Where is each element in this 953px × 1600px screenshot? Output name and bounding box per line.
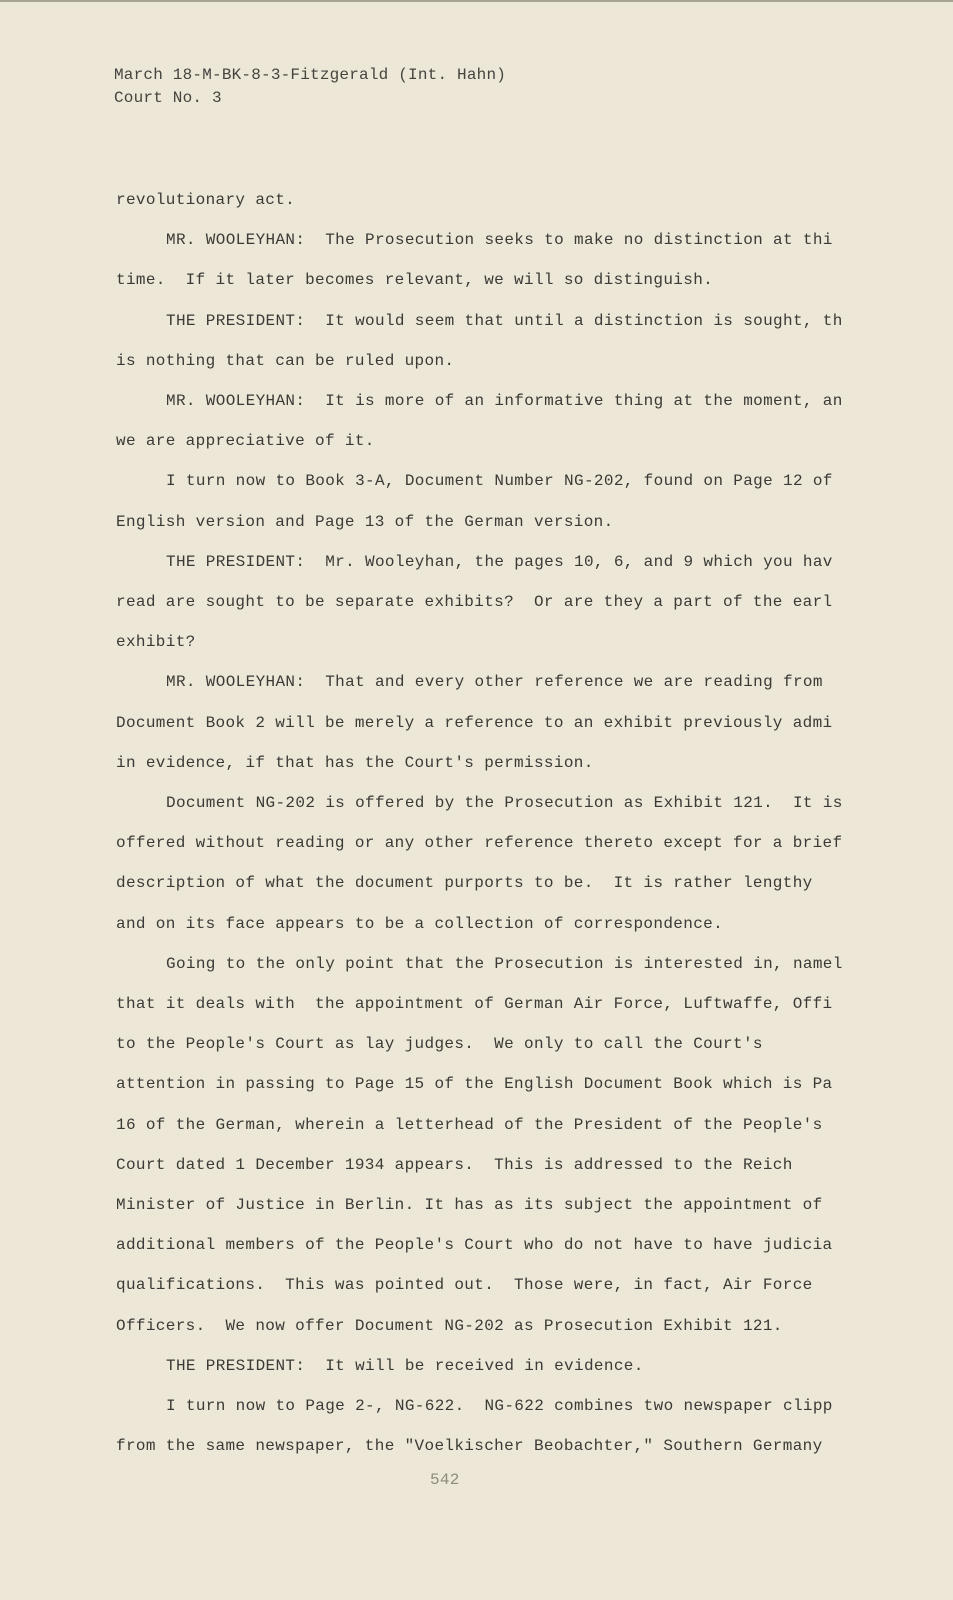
transcript-line: THE PRESIDENT: It will be received in evidence. xyxy=(166,1356,644,1375)
transcript-line: MR. WOOLEYHAN: It is more of an informative thing at the moment, an xyxy=(166,392,843,410)
transcript-line: I turn now to Page 2-, NG-622. NG-622 combines two newspaper clipp xyxy=(166,1397,833,1415)
transcript-line: offered without reading or any other reference thereto except for a brief xyxy=(116,834,843,853)
transcript-line: THE PRESIDENT: Mr. Wooleyhan, the pages 10, 6, and 9 which you hav xyxy=(166,552,833,571)
transcript-line: Court dated 1 December 1934 appears. This is addressed to the Reich xyxy=(116,1155,793,1174)
transcript-line: exhibit? xyxy=(116,633,196,652)
transcript-line: qualifications. This was pointed out. Those were, in fact, Air Force xyxy=(116,1276,813,1295)
transcript-line: MR. WOOLEYHAN: That and every other reference we are reading from xyxy=(166,673,823,692)
transcript-line: that it deals with the appointment of German Air Force, Luftwaffe, Offi xyxy=(116,995,833,1013)
transcript-line: additional members of the People's Court who do not have to have judicia xyxy=(116,1236,833,1255)
transcript-line: to the People's Court as lay judges. We only to call the Court's xyxy=(116,1035,763,1054)
page-number: 542 xyxy=(430,1471,460,1489)
transcript-line: is nothing that can be ruled upon. xyxy=(116,351,455,370)
transcript-line: description of what the document purports to be. It is rather lengthy xyxy=(116,874,813,893)
document-header-reference: March 18-M-BK-8-3-Fitzgerald (Int. Hahn) xyxy=(114,66,507,84)
transcript-line: 16 of the German, wherein a letterhead of the President of the People's xyxy=(116,1115,823,1134)
transcript-line: Document Book 2 will be merely a reference to an exhibit previously admi xyxy=(116,713,833,732)
transcript-line: from the same newspaper, the "Voelkischer Beobachter," Southern Germany xyxy=(116,1437,823,1456)
transcript-line: Document NG-202 is offered by the Prosecution as Exhibit 121. It is xyxy=(166,794,843,812)
transcript-line: English version and Page 13 of the German version. xyxy=(116,512,614,531)
transcript-line: in evidence, if that has the Court's permission. xyxy=(116,753,594,772)
document-header-court: Court No. 3 xyxy=(114,89,222,107)
transcript-line: Officers. We now offer Document NG-202 as Prosecution Exhibit 121. xyxy=(116,1316,783,1335)
transcript-line: MR. WOOLEYHAN: The Prosecution seeks to make no distinction at thi xyxy=(166,231,833,250)
transcript-line: and on its face appears to be a collection of correspondence. xyxy=(116,914,724,933)
transcript-line: attention in passing to Page 15 of the English Document Book which is Pa xyxy=(116,1075,833,1094)
page-top-edge xyxy=(0,0,953,2)
transcript-line: we are appreciative of it. xyxy=(116,432,375,451)
transcript-line: revolutionary act. xyxy=(116,191,296,209)
transcript-line: I turn now to Book 3-A, Document Number NG-202, found on Page 12 of xyxy=(166,472,833,491)
transcript-line: Going to the only point that the Prosecution is interested in, namel xyxy=(166,954,843,973)
transcript-line: read are sought to be separate exhibits? Or are they a part of the earl xyxy=(116,593,833,611)
transcript-line: Minister of Justice in Berlin. It has as its subject the appointment of xyxy=(116,1196,823,1214)
transcript-line: THE PRESIDENT: It would seem that until a distinction is sought, th xyxy=(166,311,843,330)
transcript-line: time. If it later becomes relevant, we will so distinguish. xyxy=(116,271,714,290)
